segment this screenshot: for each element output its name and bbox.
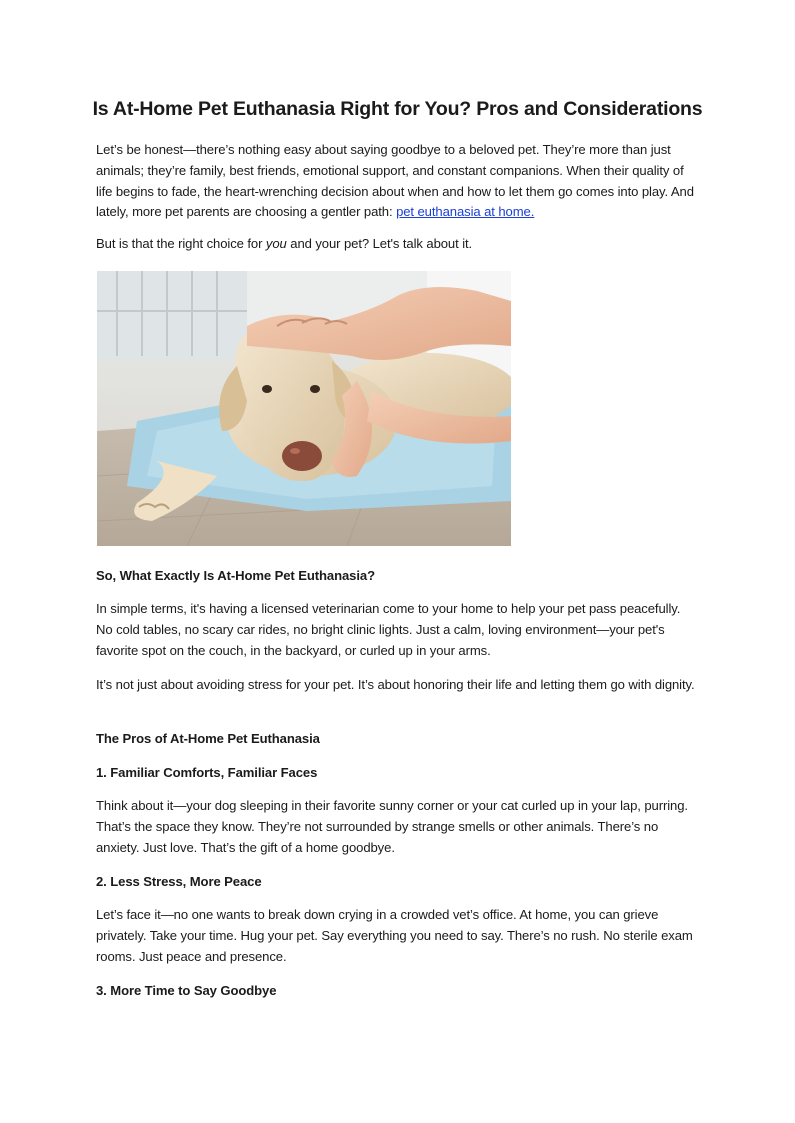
- article-title: Is At-Home Pet Euthanasia Right for You? Pros and Considerations: [92, 98, 703, 120]
- question-post: and your pet? Let's talk about it.: [286, 236, 473, 251]
- section-heading-what-is: So, What Exactly Is At-Home Pet Euthanasia?: [96, 568, 375, 583]
- intro-paragraph: [96, 140, 700, 223]
- intro-text: Let’s be honest—there’s nothing easy about saying goodbye to a beloved pet. They’re more than just animals; they’re family, best friends, emotional support, and constant companions. When their quality of life begins to fade, the heart-wrenching decision about when and how to let them go comes into play. And lately, more pet parents are choosing a gentler path:: [96, 142, 694, 220]
- dignity-paragraph: It’s not just about avoiding stress for your pet. It’s about honoring their life and letting them go with dignity.: [96, 677, 695, 692]
- question-paragraph: [96, 234, 700, 255]
- definition-paragraph: In simple terms, it's having a licensed veterinarian come to your home to help your pet pass peacefully. No cold tables, no scary car rides, no bright clinic lights. Just a calm, loving environment—your pet's favorite spot on the couch, in the backyard, or curled up in your arms.: [96, 601, 681, 658]
- section-heading-pros: The Pros of At-Home Pet Euthanasia: [96, 731, 320, 746]
- question-emphasis: you: [265, 236, 287, 251]
- pro-2-paragraph: Let’s face it—no one wants to break down crying in a crowded vet’s office. At home, you can grieve privately. Take your time. Hug your pet. Say everything you need to say. There’s no rush. No sterile exam rooms. Just peace and presence.: [96, 907, 693, 964]
- pro-3-heading: 3. More Time to Say Goodbye: [96, 983, 277, 998]
- pro-1-paragraph: Think about it—your dog sleeping in their favorite sunny corner or your cat curled up in your lap, purring. That’s the space they know. They’re not surrounded by strange smells or other animals. There’s no anxiety. Just love. That’s the gift of a home goodbye.: [96, 798, 688, 855]
- pet-euthanasia-at-home-link[interactable]: pet euthanasia at home.: [396, 204, 535, 220]
- dog-photo: [97, 271, 511, 546]
- pro-2-heading: 2. Less Stress, More Peace: [96, 874, 262, 889]
- question-pre: But is that the right choice for: [96, 236, 266, 251]
- pro-1-heading: 1. Familiar Comforts, Familiar Faces: [96, 765, 318, 780]
